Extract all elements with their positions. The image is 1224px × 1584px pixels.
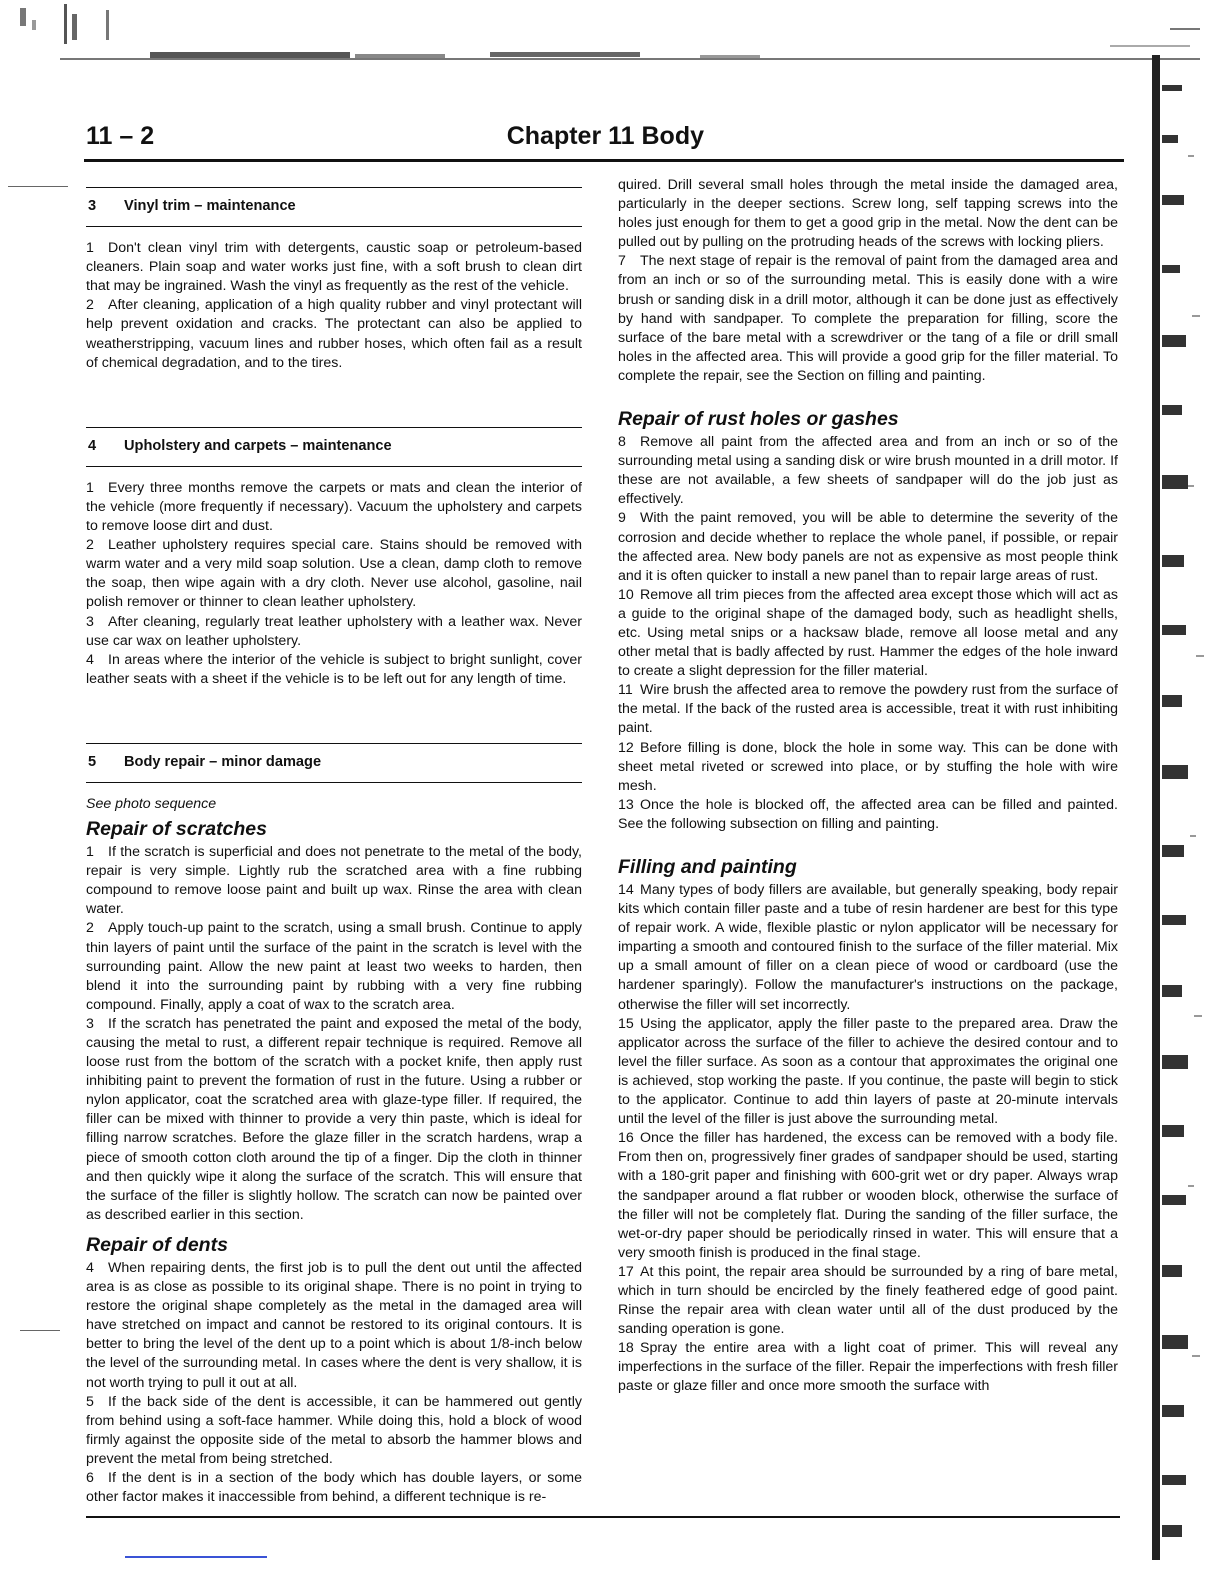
paragraph-number: 2 <box>86 297 94 314</box>
paragraph-text: Remove all trim pieces from the affected area except those which will act as a guide to the original shape of the damaged body, such as headlight shells, etc. Using metal snips or a hacksaw blade, remove all loose metal and any other metal that is badly affected by rust. Hammer the edges of the hole inward to create a slight depression for the filler material. <box>618 586 1118 680</box>
paragraph-text: Wire brush the affected area to remove the powdery rust from the surface of the metal. If the back of the rusted area is accessible, treat it with rust inhibiting paint. <box>618 682 1118 737</box>
paragraph-text: Using the applicator, apply the filler paste to the prepared area. Draw the applicator across the surface of the filler to achieve the desired contour and to level the filler surface. As soon as a contour that approximates the original one is achieved, stop working the paste. If you continue, the paste will begin to stick to the applicator. Continue to add thin layers of paste at 20-minute intervals until the level of the filler is just above the surrounding metal. <box>618 1015 1118 1128</box>
paragraph-text: After cleaning, regularly treat leather upholstery with a leather wax. Never use car wax on leather upholstery. <box>86 613 582 649</box>
paragraph <box>618 509 1118 585</box>
subheading-repair-of-rust-holes: Repair of rust holes or gashes <box>618 408 899 431</box>
paragraph-text: At this point, the repair area should be surrounded by a ring of bare metal, which in turn should be encircled by the finely feathered edge of good paint. Rinse the repair area with clean water until all of the dust produced by the sanding operation is gone. <box>618 1263 1118 1338</box>
paragraph-text: After cleaning, application of a high quality rubber and vinyl protectant will help prevent oxidation and cracks. The protectant can also be applied to weatherstripping, vacuum lines and rubber hoses, which often fail as a result of chemical degradation, and to the tires. <box>86 297 582 371</box>
paragraph <box>86 1469 582 1507</box>
chapter-title: Chapter 11 Body <box>506 122 704 150</box>
paragraph-number: 11 <box>618 682 633 699</box>
paragraph-text: Many types of body fillers are available, but generally speaking, body repair kits which contain filler paste and a tube of resin hardener are best for this type of repair work. A wide, flexible plastic or nylon applicator will be necessary for imparting a smooth and contoured finish to the surface of the filler material. Mix up a small amount of filler on a clean piece of wood or cardboard (use the hardener sparingly). Follow the manufacturer's instructions on the package, otherwise the filler will set incorrectly. <box>618 882 1118 1013</box>
paragraph <box>86 613 582 651</box>
scan-noise-right-edge <box>1148 55 1224 1560</box>
paragraph-text: Before filling is done, block the hole in some way. This can be done with sheet metal riveted or screwed into place, or by stuffing the hole with wire mesh. <box>618 739 1118 794</box>
paragraph-text: When repairing dents, the first job is to pull the dent out until the affected area is as close as possible to its original shape. There is no point in trying to restore the original shape completely as the metal in the damaged area will have stretched on impact and cannot be restored to its original contours. It is better to bring the level of the dent up to a point which is about 1/8-inch below the level of the surrounding metal. In cases where the dent is very shallow, it is not worth trying to pull it out at all. <box>86 1259 582 1391</box>
header-rule <box>84 159 1124 162</box>
paragraph-number: 9 <box>618 510 626 527</box>
section-heading-body-repair <box>86 743 582 783</box>
paragraph <box>618 1263 1118 1339</box>
paragraph <box>618 1339 1118 1396</box>
paragraph-text: If the dent is in a section of the body which has double layers, or some other factor makes it inaccessible from behind, a different technique is re- <box>86 1469 582 1506</box>
paragraph <box>86 1015 582 1225</box>
paragraph-number: 17 <box>618 1263 634 1280</box>
paragraph-text: In areas where the interior of the vehicle is subject to bright sunlight, cover leather seats with a sheet if the vehicle is to be left out for any length of time. <box>86 651 582 687</box>
paragraph-number: 4 <box>86 651 94 668</box>
paragraph-text: Spray the entire area with a light coat of primer. This will reveal any imperfections in the surface of the filler. Repair the imperfections with fresh filler paste or glaze filler and once more smooth the surface with <box>618 1340 1118 1395</box>
paragraph <box>86 843 582 919</box>
paragraph-number: 18 <box>618 1340 634 1357</box>
paragraph-continuation: quired. Drill several small holes through the metal inside the damaged area, particularly in the deeper sections. Screw long, self tapping screws into the holes just enough for them to get a good grip in the metal. Now the dent can be pulled out by pulling on the protruding heads of the screws with locking pliers. <box>618 177 1118 251</box>
paragraph <box>86 919 582 1014</box>
section-number: 5 <box>88 753 97 770</box>
paragraph <box>86 1259 582 1393</box>
paragraph-number: 7 <box>618 253 626 270</box>
paragraph <box>618 881 1118 1015</box>
paragraph <box>618 739 1118 796</box>
paragraph-text: Every three months remove the carpets or mats and clean the interior of the vehicle (more frequently if necessary). Vacuum the upholstery and carpets to remove loose dirt and dust. <box>86 479 582 535</box>
paragraph-number: 15 <box>618 1015 634 1032</box>
paragraph <box>86 536 582 612</box>
paragraph-text: The next stage of repair is the removal of paint from the damaged area and from an inch or so of the surrounding metal. This is easily done with a wire brush or sanding disk in a drill motor, although it can be done just as effectively by hand with sandpaper. To complete the preparation for filling, score the surface of the bare metal with a screwdriver or the tang of a file or drill small holes in the affected area. This will provide a good grip for the filler material. To complete the repair, see the Section on filling and painting. <box>618 253 1118 384</box>
paragraph <box>86 296 582 372</box>
left-column <box>86 176 582 1507</box>
right-column <box>618 176 1118 1397</box>
paragraph <box>618 681 1118 738</box>
paragraph <box>86 651 582 689</box>
paragraph-number: 3 <box>86 1015 94 1032</box>
section-number: 3 <box>88 198 97 214</box>
margin-mark <box>20 1330 60 1331</box>
section-heading-upholstery <box>86 427 582 467</box>
paragraph-number: 2 <box>86 920 94 937</box>
footer-rule <box>86 1516 1120 1518</box>
paragraph-number: 1 <box>86 844 94 861</box>
photo-sequence-note: See photo sequence <box>86 795 217 812</box>
paragraph-number: 16 <box>618 1130 634 1147</box>
scan-noise-top <box>20 0 1200 70</box>
paragraph-number: 5 <box>86 1393 94 1410</box>
paragraph-text: Leather upholstery requires special care. Stains should be removed with warm water and a very mild soap solution. Use a clean, damp cloth to remove the soap, then wipe again with a dry cloth. Never use alcohol, gasoline, nail polish remover or thinner to clean leather upholstery. <box>86 537 582 611</box>
margin-mark <box>8 186 68 187</box>
paragraph-number: 1 <box>86 240 94 257</box>
section-heading-vinyl-trim <box>86 187 582 227</box>
subheading-repair-of-dents: Repair of dents <box>86 1233 228 1256</box>
section-title: Body repair – minor damage <box>124 753 322 770</box>
paragraph-text: Don't clean vinyl trim with detergents, caustic soap or petroleum-based cleaners. Plain soap and water works just fine, with a soft brush to clean dirt that may be ingrained. Wash the vinyl as frequently as the rest of the vehicle. <box>86 240 582 295</box>
scan-color-mark <box>125 1556 267 1558</box>
paragraph <box>618 796 1118 834</box>
paragraph <box>618 1129 1118 1263</box>
paragraph-text: If the scratch has penetrated the paint and exposed the metal of the body, causing the metal to rust, a different repair technique is required. Remove all loose rust from the bottom of the scratch with a pocket knife, then apply rust inhibiting paint to prevent the formation of rust in the future. Using a rubber or nylon applicator, coat the scratched area with glaze-type filler. If required, the filler can be mixed with thinner to provide a very thin paste, which is ideal for filling narrow scratches. Before the glaze filler in the scratch hardens, wrap a piece of smooth cotton cloth around the tip of a finger. Dip the cloth in thinner and then quickly wipe it along the surface of the scratch. This will ensure that the surface of the filler is slightly hollow. The scratch can now be painted over as described earlier in this section. <box>86 1015 582 1223</box>
paragraph <box>86 479 582 536</box>
paragraph <box>618 1015 1118 1130</box>
paragraph-number: 8 <box>618 434 626 451</box>
paragraph-text: With the paint removed, you will be able to determine the severity of the corrosion and decide whether to replace the whole panel, if possible, or repair the affected area. New body panels are not as expensive as most people think and it is often quicker to install a new panel than to repair large areas of rust. <box>618 510 1118 584</box>
section-title: Upholstery and carpets – maintenance <box>124 437 392 454</box>
paragraph <box>86 239 582 296</box>
paragraph-number: 4 <box>86 1259 94 1276</box>
section-number: 4 <box>88 437 97 454</box>
paragraph-text: Once the filler has hardened, the excess can be removed with a body file. From then on, progressively finer grades of sandpaper should be used, starting with a 180-grit paper and finishing with 600-grit wet or dry paper. Always wrap the sandpaper around a flat rubber or wooden block, otherwise the surface of the filler will not be completely flat. During the sanding of the filler surface, the wet-or-dry paper should be periodically rinsed in water. This will ensure that a very smooth finish is produced in the final stage. <box>618 1130 1118 1261</box>
paragraph <box>618 252 1118 386</box>
paragraph-text: Remove all paint from the affected area and from an inch or so of the surrounding metal using a sanding disk or wire brush mounted in a drill motor. If these are not available, a few sheets of sandpaper will do the job just as effectively. <box>618 434 1118 508</box>
paragraph-number: 14 <box>618 882 634 898</box>
paragraph <box>618 586 1118 681</box>
paragraph-text: Once the hole is blocked off, the affected area can be filled and painted. See the following subsection on filling and painting. <box>618 796 1118 832</box>
paragraph <box>618 433 1118 509</box>
paragraph-number: 2 <box>86 537 94 554</box>
paragraph <box>86 1393 582 1469</box>
paragraph-number: 1 <box>86 479 94 496</box>
paragraph-number: 13 <box>618 796 634 813</box>
section-title: Vinyl trim – maintenance <box>124 198 296 214</box>
subheading-filling-and-painting: Filling and painting <box>618 856 797 878</box>
paragraph-number: 12 <box>618 739 634 756</box>
paragraph-number: 3 <box>86 613 94 630</box>
paragraph-text: If the back side of the dent is accessible, it can be hammered out gently from behind using a soft-face hammer. While doing this, hold a block of wood firmly against the opposite side of the metal to absorb the hammer blows and prevent the metal from being stretched. <box>86 1393 582 1467</box>
paragraph-text: Apply touch-up paint to the scratch, using a small brush. Continue to apply thin layers of paint until the surface of the paint in the scratch is level with the surrounding paint. Allow the new paint at least two weeks to harden, then blend it into the surrounding paint by rubbing with a very fine rubbing compound. Finally, apply a coat of wax to the scratch area. <box>86 920 582 1013</box>
paragraph-number: 6 <box>86 1469 94 1486</box>
paragraph-text: If the scratch is superficial and does not penetrate to the metal of the body, repair is very simple. Lightly rub the scratched area with a fine rubbing compound to remove loose paint and built up wax. Rinse the area with clean water. <box>86 844 582 918</box>
paragraph-number: 10 <box>618 586 634 603</box>
page-number: 11 – 2 <box>86 122 155 150</box>
subheading-repair-of-scratches: Repair of scratches <box>86 818 267 841</box>
